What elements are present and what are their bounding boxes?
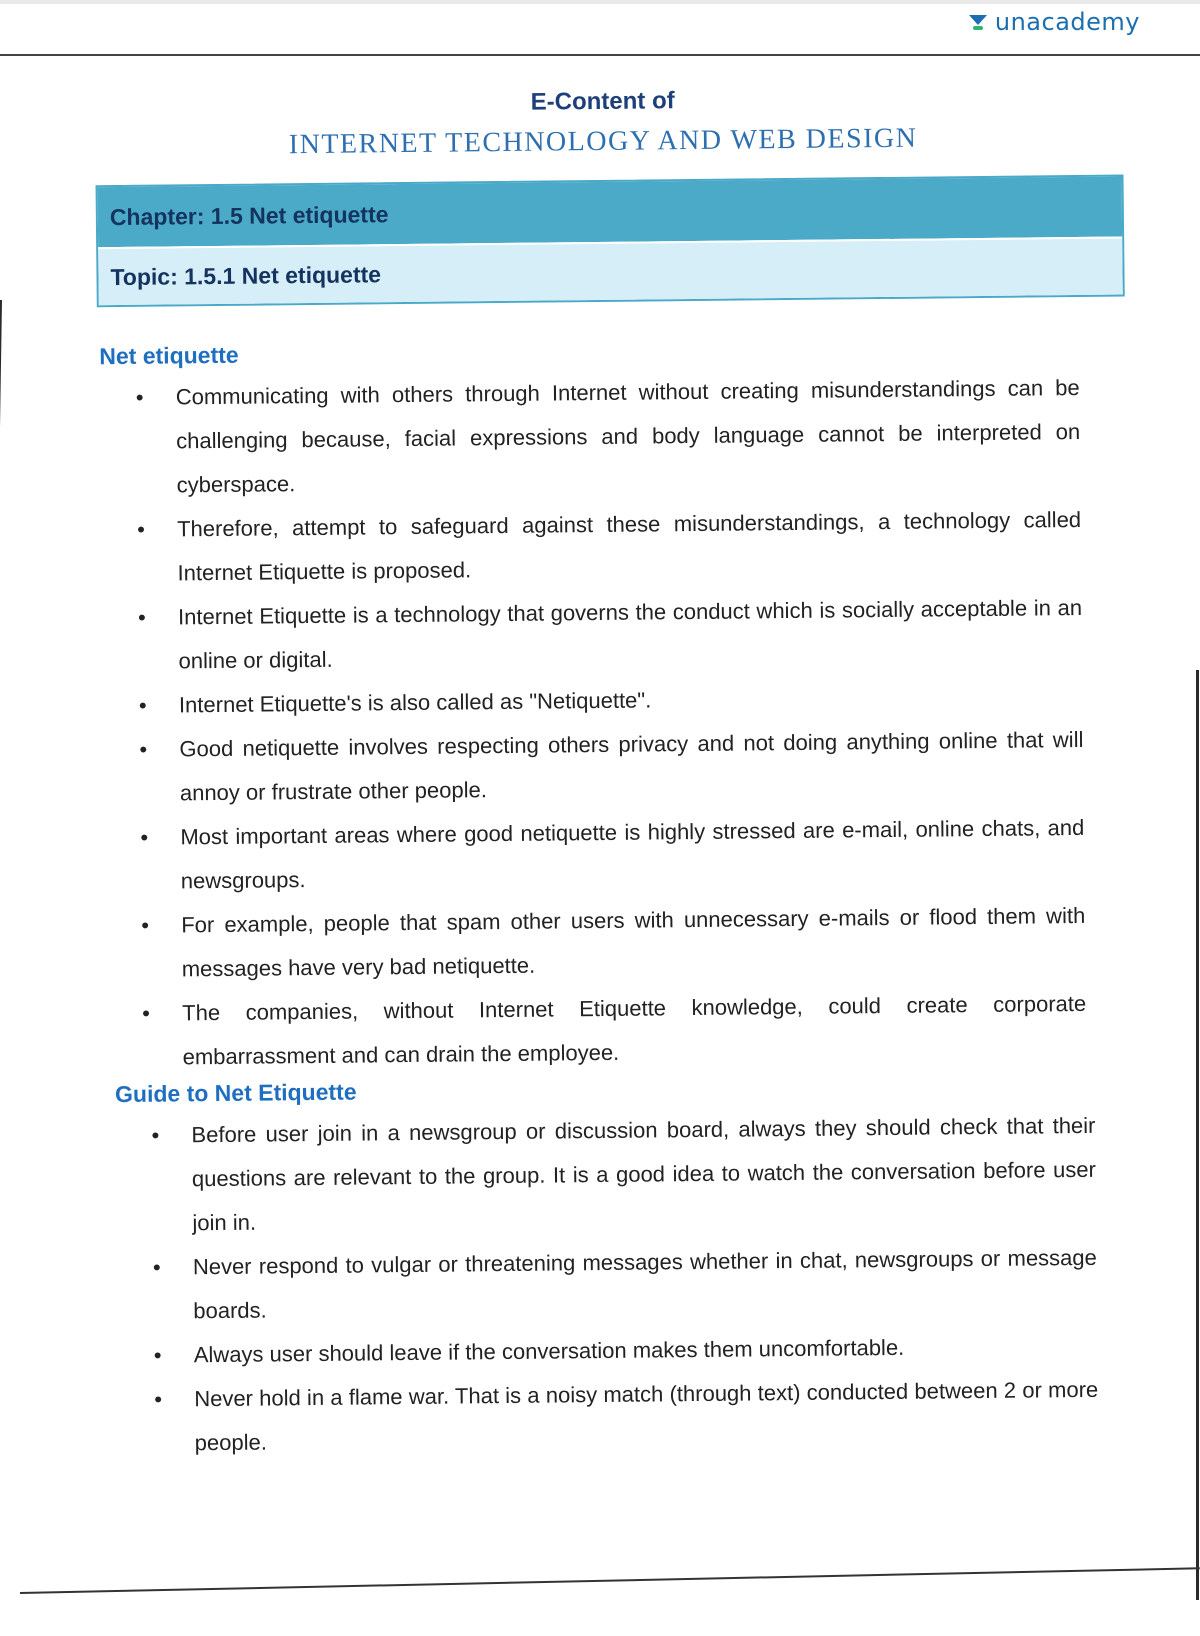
bullet-dot: • xyxy=(142,1000,151,1026)
bullet-dot: • xyxy=(154,1386,163,1412)
section-guide-to-net-etiquette xyxy=(115,1071,1099,1466)
list-item xyxy=(106,982,1087,1080)
list-item xyxy=(100,366,1081,508)
bullet-dot: • xyxy=(135,384,144,410)
list-item-text: The companies, without Internet Etiquette knowledge, could create corporate embarrassment and can drain the employee. xyxy=(182,990,1087,1070)
bullet-dot: • xyxy=(140,824,149,850)
bullet-list xyxy=(100,366,1087,1080)
list-item-text: For example, people that spam other users with unnecessary e-mails or flood them with messages have very bad netiquette. xyxy=(181,902,1086,982)
section-net-etiquette xyxy=(99,333,1087,1080)
list-item-text: Never respond to vulgar or threatening messages whether in chat, newsgroups or message boards. xyxy=(192,1244,1097,1324)
chapter-topic-box xyxy=(96,174,1125,307)
list-item-text: Internet Etiquette is a technology that governs the conduct which is socially acceptable in an online or digital. xyxy=(177,594,1083,674)
list-item xyxy=(105,894,1086,992)
bullet-dot: • xyxy=(152,1254,161,1280)
section-heading: Net etiquette xyxy=(99,341,239,370)
list-item-text: Always user should leave if the conversation makes them uncomfortable. xyxy=(193,1334,905,1368)
list-item xyxy=(118,1368,1099,1466)
section-heading: Guide to Net Etiquette xyxy=(114,1078,357,1108)
list-item xyxy=(117,1236,1098,1334)
bullet-dot: • xyxy=(153,1342,162,1368)
list-item-text: Never hold in a flame war. That is a noisy match (through text) conducted between 2 or more people. xyxy=(194,1376,1099,1456)
bullet-dot: • xyxy=(137,604,146,630)
list-item-text: Most important areas where good netiquette is highly stressed are e-mail, online chats, and newsgroups. xyxy=(180,814,1085,894)
list-item-text: Before user join in a newsgroup or discussion board, always they should check that their questions are relevant to the group. It is a good idea to watch the conversation before user join in. xyxy=(191,1112,1097,1236)
bullet-dot: • xyxy=(151,1122,160,1148)
list-item xyxy=(104,806,1085,904)
list-item-text: Therefore, attempt to safeguard against these misunderstandings, a technology called Internet Etiquette is proposed. xyxy=(177,506,1082,586)
bullet-dot: • xyxy=(138,692,147,718)
bullet-dot: • xyxy=(137,516,145,542)
list-item-text: Communicating with others through Internet without creating misunderstandings can be challenging because, facial expressions and body language cannot be interpreted on cyberspace. xyxy=(175,374,1081,498)
bullet-list xyxy=(115,1104,1099,1466)
title-line-econtent: E-Content of xyxy=(530,87,675,116)
list-item xyxy=(115,1104,1096,1246)
chapter-label: Chapter: 1.5 Net etiquette xyxy=(98,177,1123,248)
topic-label: Topic: 1.5.1 Net etiquette xyxy=(98,237,1123,306)
bullet-dot: • xyxy=(139,736,148,762)
list-item xyxy=(101,498,1082,596)
list-item xyxy=(102,586,1083,684)
document-title xyxy=(0,82,1200,165)
bullet-dot: • xyxy=(141,912,150,938)
list-item-text: Good netiquette involves respecting others privacy and not doing anything online that will annoy or frustrate other people. xyxy=(179,726,1084,806)
title-line-subject: INTERNET TECHNOLOGY AND WEB DESIGN xyxy=(288,122,918,161)
logo-text: unacademy xyxy=(994,8,1140,36)
list-item xyxy=(103,718,1084,816)
list-item-text: Internet Etiquette's is also called as "Netiquette". xyxy=(178,687,652,718)
